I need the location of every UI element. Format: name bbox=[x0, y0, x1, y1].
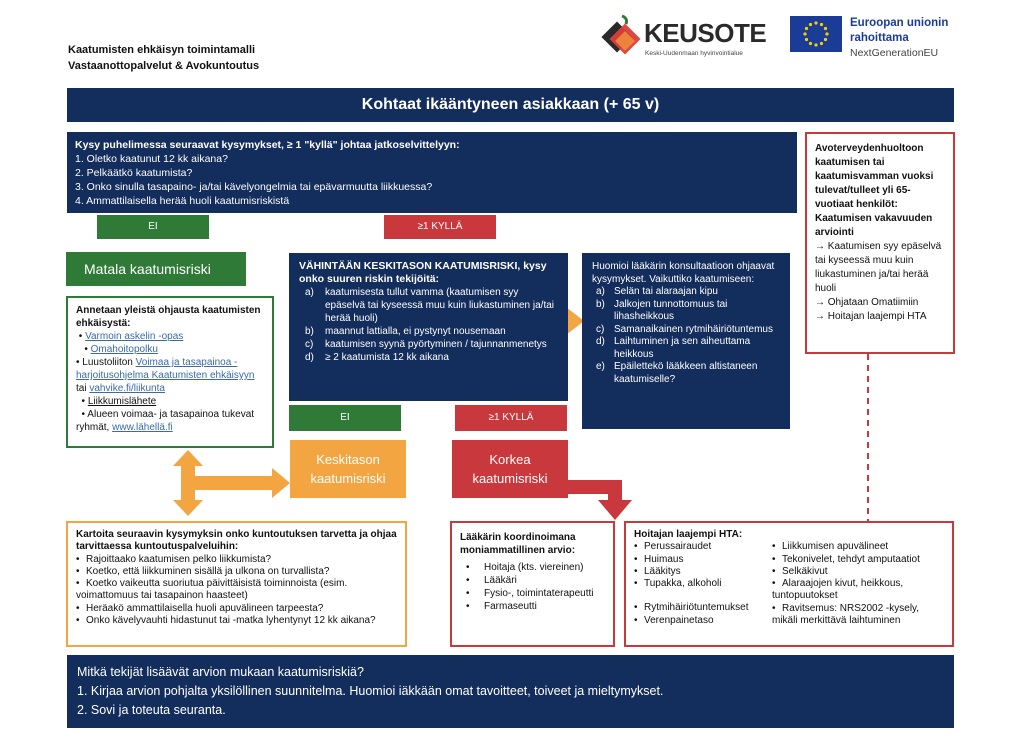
hta-list-col1a bbox=[634, 541, 772, 590]
specialist-line-1: → Kaatumisen syy epäselvä tai kyseessä muu kuin liukastuminen ja/tai herää huoli bbox=[815, 241, 942, 294]
footer-line-3: 2. Sovi ja toteuta seuranta. bbox=[77, 703, 226, 717]
hta-item: • Verenpainetaso bbox=[634, 615, 772, 627]
arrow-horizontal bbox=[195, 468, 290, 498]
consult-item-key: d) bbox=[596, 336, 605, 347]
title-line-2: Vastaanottopalvelut & Avokuntoutus bbox=[68, 60, 260, 72]
risk-factor-item bbox=[299, 286, 558, 325]
multiprof-heading: Lääkärin koordinoimana moniammatillinen arvio: bbox=[460, 532, 576, 556]
hta-item: • Ravitsemus: NRS2002 -kysely, mikäli merkittävä laihtuminen bbox=[772, 603, 942, 628]
hta-item: • Lääkitys bbox=[634, 566, 772, 578]
hta-list-col2 bbox=[772, 541, 942, 627]
tag-ei-second: EI bbox=[289, 405, 401, 431]
consult-item-key: c) bbox=[596, 323, 605, 335]
rehab-heading: Kartoita seuraavin kysymyksin onko kuntoutuksen tarvetta ja ohjaa tarvittaessa kuntoutuspalveluihin: bbox=[76, 529, 397, 553]
consult-item-text: Selän tai alaraajan kipu bbox=[614, 286, 718, 297]
risk-factor-item-text: ≥ 2 kaatumista 12 kk aikana bbox=[325, 352, 449, 363]
multiprof-list bbox=[460, 561, 605, 613]
risk-factor-item-key: a) bbox=[305, 287, 314, 298]
moderate-risk-screen-box bbox=[289, 253, 568, 401]
eu-line-2: rahoittama bbox=[850, 32, 909, 44]
tag-kylla-second: ≥1 KYLLÄ bbox=[455, 405, 567, 431]
question-item: 1. Oletko kaatunut 12 kk aikana? bbox=[75, 153, 228, 165]
consult-item bbox=[592, 336, 780, 361]
hta-item: • Alaraajojen kivut, heikkous, tuntopuutokset bbox=[772, 578, 942, 603]
link-varmoin-askelin[interactable]: Varmoin askelin -opas bbox=[85, 331, 184, 342]
consult-item bbox=[592, 286, 780, 299]
consult-item bbox=[592, 324, 780, 337]
question-item: 2. Pelkäätkö kaatumista? bbox=[75, 167, 193, 179]
eu-line-1: Euroopan unionin bbox=[850, 17, 949, 29]
rehab-question-item: • Koetko, että liikkuminen sisällä ja ulkona on turvallista? bbox=[76, 566, 397, 578]
consult-heading: Huomioi lääkärin konsultaatioon ohjaavat kysymykset. Vaikuttiko kaatumiseen: bbox=[592, 261, 775, 285]
moderate-risk-label: Keskitason kaatumisriski bbox=[290, 440, 406, 498]
consult-item-text: Laihtuminen ja sen aiheuttama heikkous bbox=[614, 336, 751, 360]
footer-line-1: Mitkä tekijät lisäävät arvion mukaan kaatumisriskiä? bbox=[77, 665, 364, 679]
rehab-list bbox=[76, 554, 397, 628]
low-risk-label: Matala kaatumisriski bbox=[66, 252, 246, 286]
consult-item-key: a) bbox=[596, 286, 605, 297]
question-item: 3. Onko sinulla tasapaino- ja/tai kävelyongelmia tai epävarmuutta liikkuessa? bbox=[75, 181, 433, 193]
rehab-question-item: • Heräakö ammattilaisella huoli apuvälineen tarpeesta? bbox=[76, 603, 397, 615]
advice-or-text: tai bbox=[76, 383, 90, 394]
doctor-consult-box bbox=[582, 253, 790, 429]
advice-groups-text: Alueen voimaa- ja tasapainoa tukevat ryhmät, bbox=[76, 409, 255, 433]
consult-item-text: Samanaikainen rytmihäiriötuntemus bbox=[614, 323, 773, 335]
moderate-screen-list bbox=[299, 286, 558, 364]
specialist-referral-box bbox=[805, 132, 955, 354]
rehab-screening-box bbox=[66, 521, 407, 647]
specialist-line-2: → Ohjataan Omatiimiin bbox=[815, 297, 919, 308]
hta-item: • Tupakka, alkoholi bbox=[634, 578, 772, 590]
advice-luustoliitto-text: Luustoliiton bbox=[82, 357, 136, 368]
multiprof-item: • Farmaseutti bbox=[460, 600, 605, 613]
consult-item bbox=[592, 361, 780, 386]
hta-item: • Huimaus bbox=[634, 554, 772, 566]
link-voimaa-tasapainoa[interactable]: Voimaa ja tasapainoa - harjoitusohjelma Kaatumisten ehkäisyyn bbox=[76, 357, 255, 381]
nurse-hta-box bbox=[624, 521, 954, 647]
moderate-screen-heading: VÄHINTÄÄN KESKITASON KAATUMISRISKI, kysy onko suuren riskin tekijöitä: bbox=[299, 260, 547, 285]
general-advice-box: Annetaan yleistä ohjausta kaatumisten ehkäisystä: • Varmoin askelin -opas • Omahoitopolku • Luustoliiton Voimaa ja tasapainoa - harjoitusohjelma Kaatumisten ehkäisyyn tai vahvike.fi/liikunta • Liikkumislähete • Alueen voimaa- ja tasapainoa tukevat ryhmät, www.lähellä.fi bbox=[66, 296, 274, 448]
footer-box bbox=[67, 655, 954, 728]
hta-item: • Tekonivelet, tehdyt amputaatiot bbox=[772, 554, 942, 566]
title-line-1: Kaatumisten ehkäisyn toimintamalli bbox=[68, 44, 256, 56]
arrow-high-risk bbox=[568, 480, 632, 520]
hta-item: • Selkäkivut bbox=[772, 566, 942, 578]
high-risk-label: Korkea kaatumisriski bbox=[452, 440, 568, 498]
specialist-line-3: → Hoitajan laajempi HTA bbox=[815, 311, 927, 322]
question-item: 4. Ammattilaisella herää huoli kaatumisriskistä bbox=[75, 195, 290, 207]
consult-item-text: Epäilettekö lääkkeen altistaneen kaatumiselle? bbox=[614, 361, 758, 385]
hta-item: • Perussairaudet bbox=[634, 541, 772, 553]
phone-questions-box bbox=[67, 132, 797, 213]
multiprof-item: • Hoitaja (kts. viereinen) bbox=[460, 561, 605, 574]
hta-heading: Hoitajan laajempi HTA: bbox=[634, 529, 743, 540]
rehab-question-item: • Onko kävelyvauhti hidastunut tai -matka lyhentynyt 12 kk aikana? bbox=[76, 615, 397, 627]
tag-kylla: ≥1 KYLLÄ bbox=[384, 215, 496, 239]
risk-factor-item bbox=[299, 338, 558, 351]
specialist-bold-text: Avoterveydenhuoltoon kaatumisen tai kaatumisvamman vuoksi tulevat/tulleet yli 65-vuotiaat henkilöt: Kaatumisen vakavuuden arviointi bbox=[815, 143, 934, 238]
multiprof-item: • Fysio-, toimintaterapeutti bbox=[460, 587, 605, 600]
risk-factor-item bbox=[299, 351, 558, 364]
main-banner: Kohtaat ikääntyneen asiakkaan (+ 65 v) bbox=[67, 88, 954, 122]
footer-line-2: 1. Kirjaa arvion pohjalta yksilöllinen suunnitelma. Huomioi iäkkään omat tavoitteet, toiveet ja mieltymykset. bbox=[77, 684, 664, 698]
consult-item-key: e) bbox=[596, 361, 605, 372]
multiprofessional-box bbox=[450, 521, 615, 647]
hta-list-col1b bbox=[634, 602, 772, 627]
keusote-subtitle: Keski-Uudenmaan hyvinvointialue bbox=[645, 50, 743, 57]
advice-liikkumislahete: Liikkumislähete bbox=[87, 396, 157, 407]
consult-item bbox=[592, 299, 780, 324]
eu-line-3: NextGenerationEU bbox=[850, 47, 939, 59]
risk-factor-item-key: b) bbox=[305, 326, 314, 337]
multiprof-item: • Lääkäri bbox=[460, 574, 605, 587]
risk-factor-item-text: maannut lattialla, ei pystynyt nousemaan bbox=[325, 326, 506, 337]
risk-factor-item-key: c) bbox=[305, 339, 314, 350]
risk-factor-item-text: kaatumisen syynä pyörtyminen / tajunnanmenetys bbox=[325, 339, 547, 350]
tag-ei: EI bbox=[97, 215, 209, 239]
risk-factor-item-key: d) bbox=[305, 352, 314, 363]
risk-factor-item-text: kaatumisesta tullut vamma (kaatumisen syy epäselvä tai kyseessä muu kuin liukastuminen ja/tai herää huoli) bbox=[325, 287, 555, 324]
rehab-question-item: • Rajoittaako kaatumisen pelko liikkumista? bbox=[76, 554, 397, 566]
advice-heading: Annetaan yleistä ohjausta kaatumisten ehkäisystä: bbox=[76, 305, 261, 329]
keusote-name: KEUSOTE bbox=[644, 18, 767, 48]
consult-item-text: Jalkojen tunnottomuus tai lihasheikkous bbox=[614, 298, 728, 322]
consult-list bbox=[592, 286, 780, 386]
phone-questions-lead: Kysy puhelimessa seuraavat kysymykset, ≥ 1 "kyllä" johtaa jatkoselvittelyyn: bbox=[75, 139, 460, 151]
hta-item: • Liikkumisen apuvälineet bbox=[772, 541, 942, 553]
link-omahoitopolku[interactable]: Omahoitopolku bbox=[90, 344, 158, 355]
hta-item: • Rytmihäiriötuntemukset bbox=[634, 602, 772, 614]
consult-item-key: b) bbox=[596, 298, 605, 310]
rehab-question-item: • Koetko vaikeutta suoriutua päivittäisistä toiminnoista (esim. voimattomuus tai tasapainon haasteet) bbox=[76, 578, 397, 603]
link-lahella[interactable]: www.lähellä.fi bbox=[112, 422, 173, 433]
link-vahvike[interactable]: vahvike.fi/liikunta bbox=[89, 383, 165, 394]
risk-factor-item bbox=[299, 325, 558, 338]
